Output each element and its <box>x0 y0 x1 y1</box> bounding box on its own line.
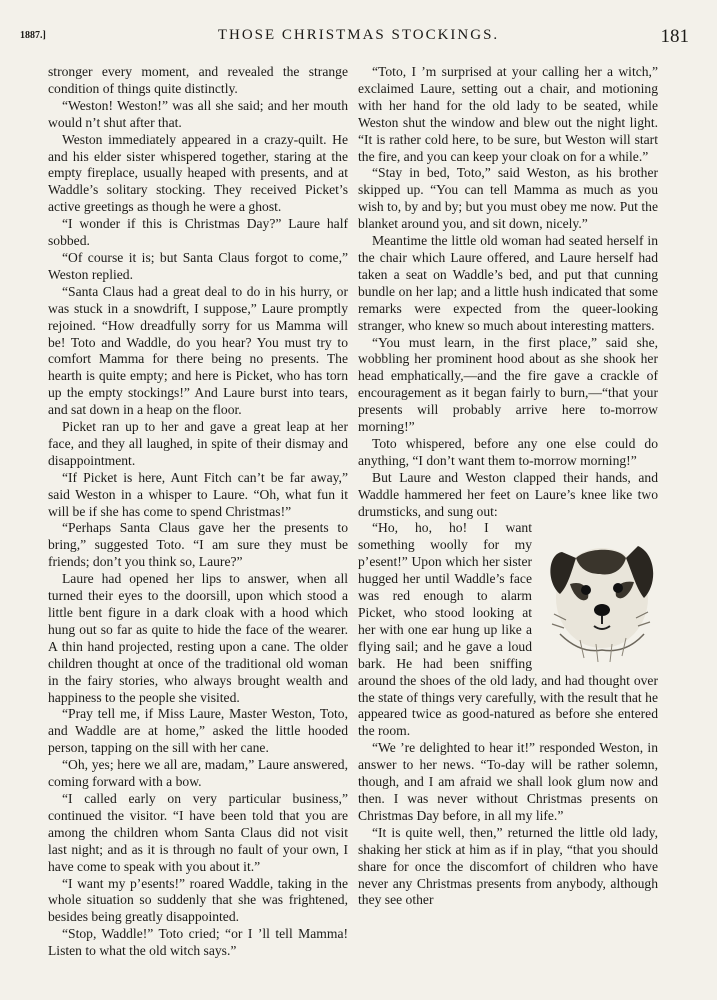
paragraph: Laure had opened her lips to answer, when all turned their eyes to the doorsill, upon which stood a little bent figure in a dark cloak with a hood which hung out so far as quite to hide the face of the wearer. A thin hand projected, resting upon a cane. The older children thought at once of the traditional old woman in the fairy stories, who always brought wealth and happiness to the people she visited. <box>48 571 348 705</box>
paragraph: “Of course it is; but Santa Claus forgot to come,” Weston replied. <box>48 249 348 282</box>
paragraph: “It is quite well, then,” returned the little old lady, shaking her stick at him as if in play, “that you should share for once the discomfort of children who have never any Christmas presents from anybody, although they see other <box>358 824 658 908</box>
right-column <box>358 64 658 909</box>
paragraph: “Toto, I ’m surprised at your calling her a witch,” exclaimed Laure, setting out a chair, and motioning with her hand for the old lady to be seated, while Weston shut the window and blew out the night light. “It is rather cold here, to be sure, but Weston will start the fire, and you can keep your cloak on for a while.” <box>358 64 658 164</box>
paragraph: Toto whispered, before any one else could do anything, “I don’t want them to-morrow morning!” <box>358 435 658 468</box>
paragraph: “Pray tell me, if Miss Laure, Master Weston, Toto, and Waddle are at home,” asked the little hooded person, tapping on the sill with her cane. <box>48 706 348 756</box>
paragraph <box>358 520 658 740</box>
page-header <box>0 26 717 56</box>
paragraph-text: “Ho, ho, ho! I want something woolly for my p’esent!” Upon which her sister hugged her until Waddle’s face was red enough to alarm Picket, who stood looking at her with one ear hung up like a flying sail; and he gave a loud bark. He had been sniffing around the shoes of the old lady, and had thought over the state of things very carefully, with the result that he appeared twice as good-natured as before she entered the room. <box>358 520 658 739</box>
paragraph: “If Picket is here, Aunt Fitch can’t be far away,” said Weston in a whisper to Laure. “Oh, what fun it will be if she has come to spend Christmas!” <box>48 469 348 519</box>
paragraph: stronger every moment, and revealed the strange condition of things quite distinctly. <box>48 64 348 96</box>
running-title: THOSE CHRISTMAS STOCKINGS. <box>217 27 500 43</box>
paragraph: “Stay in bed, Toto,” said Weston, as his brother skipped up. “You can tell Mamma as much as you wish to, by and by; but you must obey me now. Put the blanket around you, and sit down, nicely.” <box>358 165 658 232</box>
dog-illustration <box>540 524 662 664</box>
paragraph: “Perhaps Santa Claus gave her the presents to bring,” suggested Toto. “I am sure they must be friends; don’t you think so, Laure?” <box>48 520 348 570</box>
paragraph: Meantime the little old woman had seated herself in the chair which Laure offered, and Laure herself had taken a seat on Waddle’s bed, and put that cunning bundle on her lap; and a little hush indicated that some remarks were expected from the queer-looking stranger, who knew so much about interesting matters. <box>358 233 658 333</box>
paragraph: “You must learn, in the first place,” said she, wobbling her prominent hood about as she shook her head emphatically,—and the fire gave a crackle of encouragement as it began fairly to burn,—“that your presents will probably arrive here to-morrow morning!” <box>358 334 658 435</box>
page-number: 181 <box>660 26 689 47</box>
paragraph: “I called early on very particular business,” continued the visitor. “I have been told that you are among the children whom Santa Claus did not visit last night; and as it is through no fault of your own, I have come to speak with you about it.” <box>48 790 348 874</box>
paragraph: “Oh, yes; here we all are, madam,” Laure answered, coming forward with a bow. <box>48 757 348 790</box>
paragraph: “Santa Claus had a great deal to do in his hurry, or was stuck in a snowdrift, I suppose,” Laure promptly rejoined. “How dreadfully sorry for us Mamma will be! Toto and Waddle, do you hear? You must try to comfort Mamma for there being no presents. The hearth is quite empty; and here is Picket, who has torn up the empty stockings!” And Laure burst into tears, and sat down in a heap on the floor. <box>48 283 348 418</box>
paragraph: “Weston! Weston!” was all she said; and her mouth would n’t shut after that. <box>48 97 348 130</box>
volume-year: 1887.] <box>20 30 46 41</box>
paragraph: “We ’re delighted to hear it!” responded Weston, in answer to her news. “To-day will be rather solemn, though, and I am afraid we shall look glum now and then. I was never without Christmas presents on Christmas Day before, in all my life.” <box>358 740 658 823</box>
paragraph: But Laure and Weston clapped their hands, and Waddle hammered her feet on Laure’s knee like two drumsticks, and sung out: <box>358 469 658 519</box>
paragraph: “I wonder if this is Christmas Day?” Laure half sobbed. <box>48 216 348 249</box>
paragraph: Weston immediately appeared in a crazy-quilt. He and his elder sister whispered together, staring at the empty fireplace, usually heaped with presents, and at Waddle’s solitary stocking. They received Picket’s active greetings as though he were a ghost. <box>48 131 348 215</box>
paragraph: “I want my p’esents!” roared Waddle, taking in the whole situation so suddenly that she was frightened, besides being greatly disappointed. <box>48 875 348 925</box>
paragraph: Picket ran up to her and gave a great leap at her face, and they all laughed, in spite of their dismay and disappointment. <box>48 419 348 468</box>
left-column <box>48 64 348 960</box>
paragraph: “Stop, Waddle!” Toto cried; “or I ’ll tell Mamma! Listen to what the old witch says.” <box>48 926 348 959</box>
